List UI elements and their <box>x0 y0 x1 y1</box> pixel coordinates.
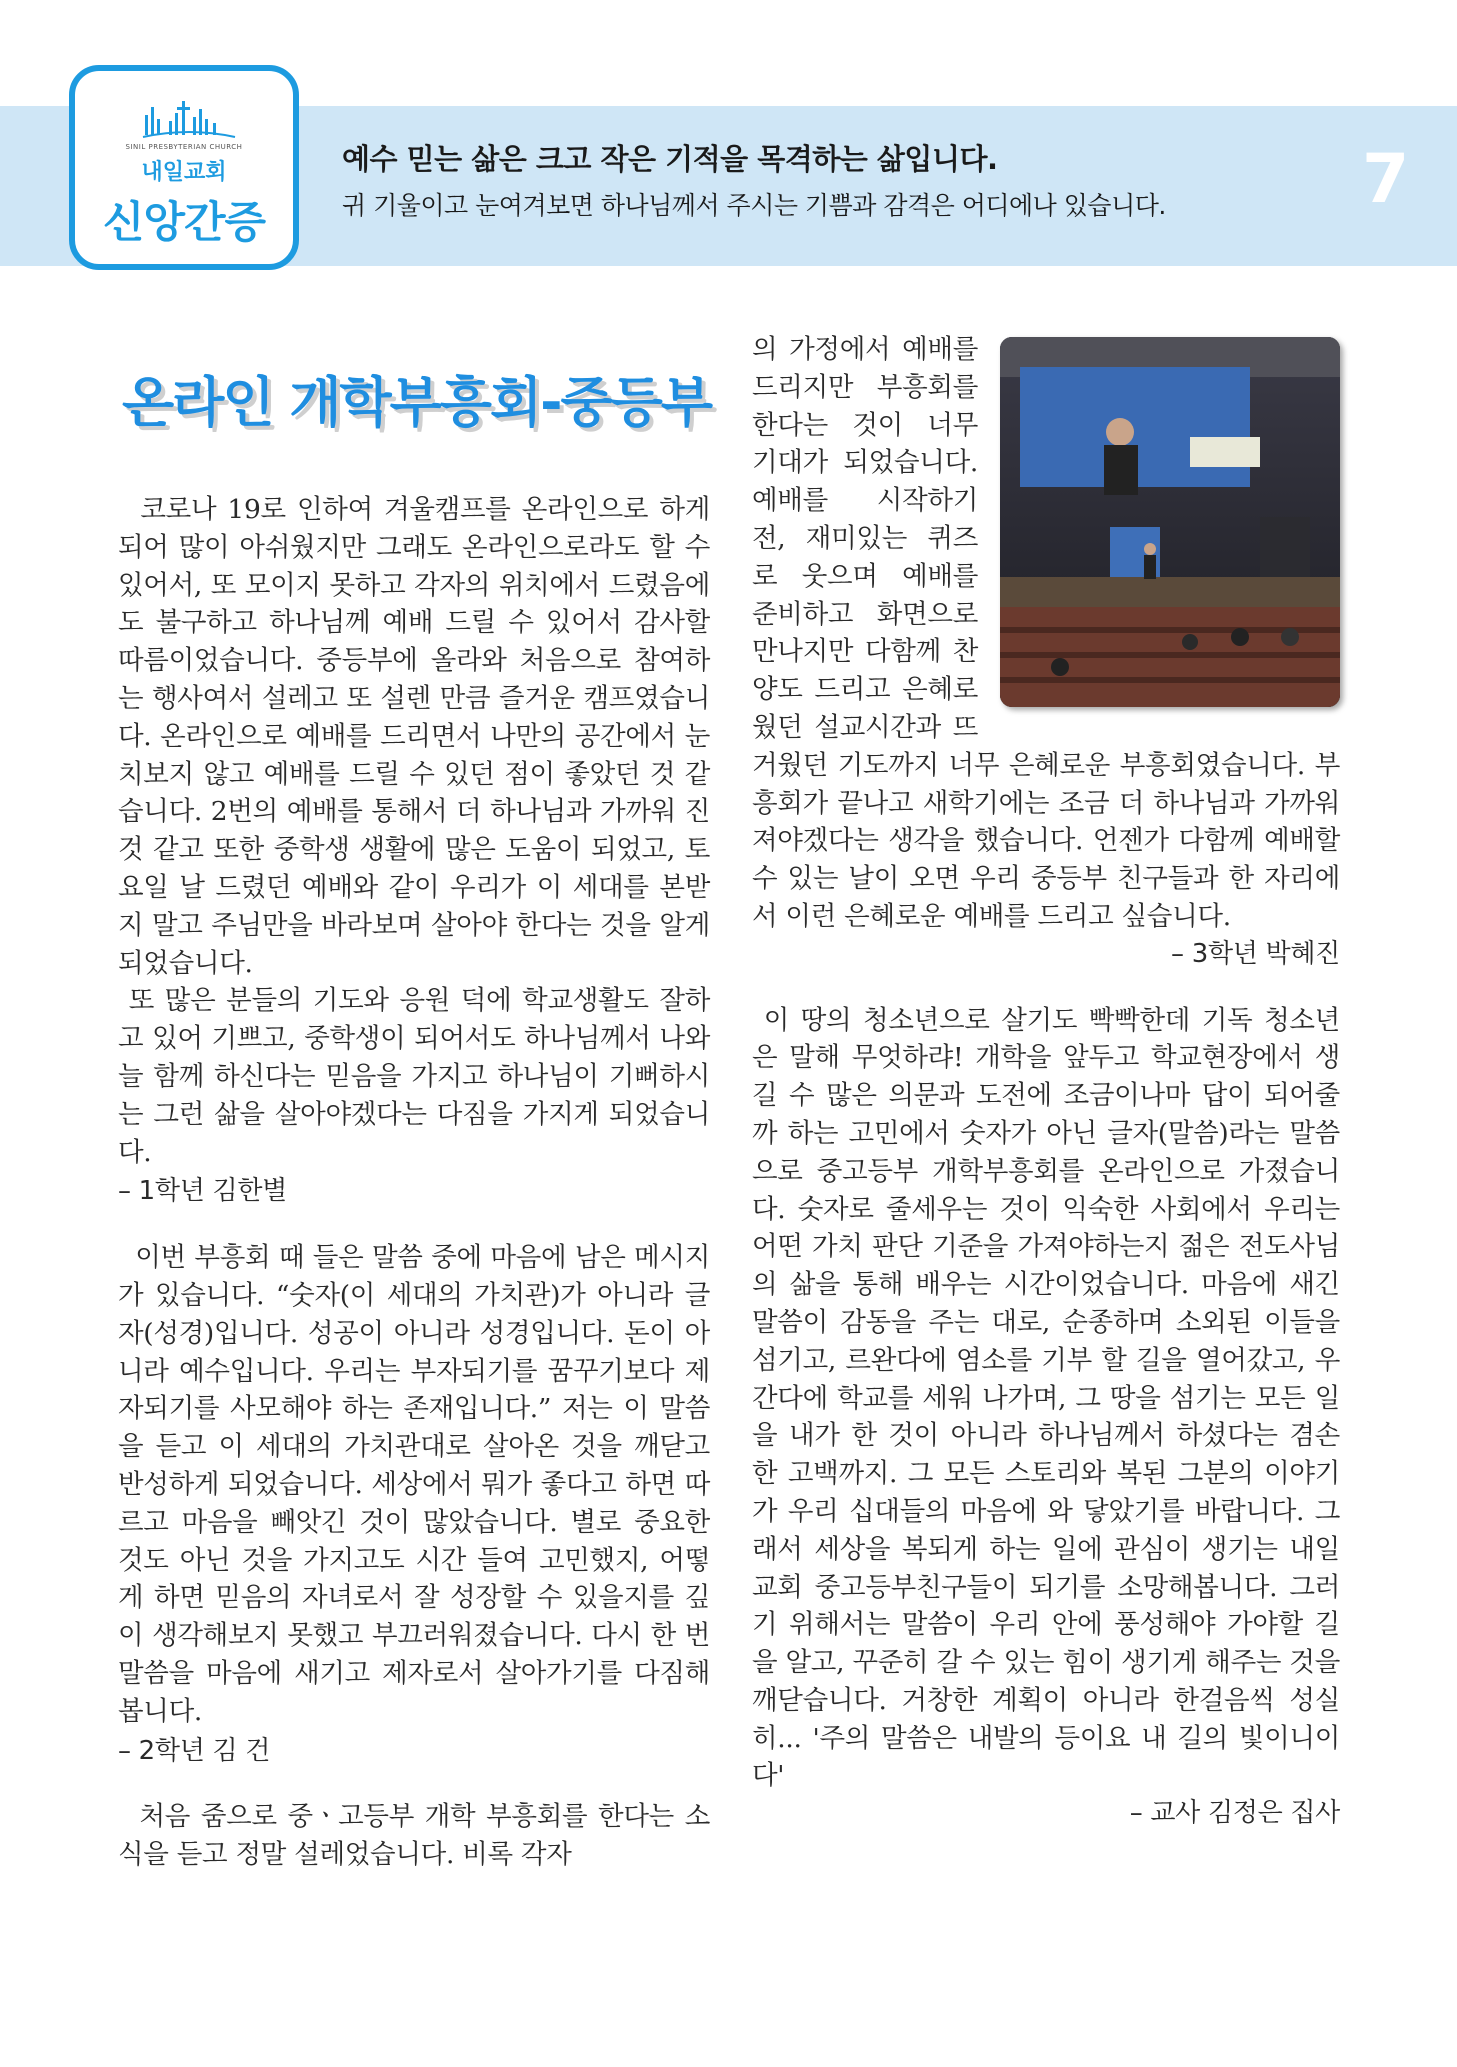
left-column <box>118 491 710 1874</box>
testimony-1-author: – 1학년 김한별 <box>118 1176 287 1207</box>
testimony-2-paragraph-1: 이번 부흥회 때 들은 말씀 중에 마음에 남은 메시지가 있습니다. “숫자(이 세대의 가치관)가 아니라 글자(성경)입니다. 성공이 아니라 성경입니다. 돈이 아니라 예수입니다. 우리는 부자되기를 꿈꾸기보다 제자되기를 사모해야 하는 존재입니다.” 저는 이 말씀을 듣고 이 세대의 가치관대로 살아온 것을 깨닫고 반성하게 되었습니다. 세상에서 뭐가 좋다고 하면 따르고 마음을 빼앗긴 것이 많았습니다. 별로 중요한 것도 아닌 것을 가지고도 시간 들여 고민했지, 어떻게 하면 믿음의 자녀로서 잘 성장할 수 있을지를 깊이 생각해보지 못했고 부끄러워졌습니다. 다시 한 번 말씀을 마음에 새기고 제자로서 살아가기를 다짐해봅니다. <box>118 1242 710 1727</box>
church-name: 내일교회 <box>141 160 227 185</box>
testimony-3-author: – 3학년 박혜진 <box>1171 938 1340 969</box>
testimony-3-paragraph-1-start: 처음 줌으로 중ㆍ고등부 개학 부흥회를 한다는 소식을 듣고 정말 설레었습니다. 비록 각자 <box>118 1801 710 1871</box>
header-headline: 예수 믿는 삶은 크고 작은 기적을 목격하는 삶입니다. <box>342 142 998 176</box>
header-subline: 귀 기울이고 눈여겨보면 하나님께서 주시는 기쁨과 감격은 어디에나 있습니다. <box>342 191 1166 220</box>
section-title: 신앙간증 <box>102 198 266 248</box>
testimony-2-author: – 2학년 김 건 <box>118 1735 271 1766</box>
church-skyline-icon <box>141 97 237 141</box>
right-column <box>752 331 1340 1833</box>
testimony-4-paragraph-1: 이 땅의 청소년으로 살기도 빡빡한데 기독 청소년은 말해 무엇하랴! 개학을 앞두고 학교현장에서 생길 수 많은 의문과 도전에 조금이나마 답이 되어줄까 하는 고민에서 숫자가 아닌 글자(말씀)라는 말씀으로 중고등부 개학부흥회를 온라인으로 가졌습니다. 숫자로 줄세우는 것이 익숙한 사회에서 우리는 어떤 가치 판단 기준을 가져야하는지 젊은 전도사님의 삶을 통해 배우는 시간이었습니다. 마음에 새긴 말씀이 감동을 주는 대로, 순종하며 소외된 이들을 섬기고, 르완다에 염소를 기부 할 길을 열어갔고, 우간다에 학교를 세워 나가며, 그 땅을 섬기는 모든 일을 내가 한 것이 아니라 하나님께서 하셨다는 겸손한 고백까지. 그 모든 스토리와 복된 그분의 이야기가 우리 십대들의 마음에 와 닿았기를 바랍니다. 그래서 세상을 복되게 하는 일에 관심이 생기는 내일교회 중고등부친구들이 되기를 소망해봅니다. 그러기 위해서는 말씀이 우리 안에 풍성해야 가야할 길을 알고, 꾸준히 갈 수 있는 힘이 생기게 해주는 것을 깨닫습니다. 거창한 계획이 아니라 한걸음씩 성실히... '주의 말씀은 내발의 등이요 내 길의 빛이니이다' <box>752 1004 1341 1792</box>
testimony-4-author: – 교사 김정은 집사 <box>1129 1798 1340 1829</box>
worship-stage-photo <box>1000 337 1340 707</box>
church-english-name: SINIL PRESBYTERIAN CHURCH <box>125 143 243 151</box>
section-logo-box <box>69 65 299 270</box>
testimony-3-paragraph-1-continued: 의 가정에서 예배를 드리지만 부흥회를 한다는 것이 너무 기대가 되었습니다. 예배를 시작하기 전, 재미있는 퀴즈로 웃으며 예배를 준비하고 화면으로 만나지만 다함께 찬양도 드리고 은혜로웠던 설교시간과 뜨거웠던 기도까지 너무 은혜로운 부흥회였습니다. 부흥회가 끝나고 새학기에는 조금 더 하나님과 가까워져야겠다는 생각을 했습니다. 언젠가 다함께 예배할 수 있는 날이 오면 우리 중등부 친구들과 한 자리에서 이런 은혜로운 예배를 드리고 싶습니다. <box>752 334 1340 932</box>
testimony-1-paragraph-2: 또 많은 분들의 기도와 응원 덕에 학교생활도 잘하고 있어 기쁘고, 중학생이 되어서도 하나님께서 나와 늘 함께 하신다는 믿음을 가지고 하나님이 기뻐하시는 그런 삶을 살아야겠다는 다짐을 가지게 되었습니다. <box>118 985 710 1168</box>
testimony-1-paragraph-1: 코로나 19로 인하여 겨울캠프를 온라인으로 하게 되어 많이 아쉬웠지만 그래도 온라인으로라도 할 수 있어서, 또 모이지 못하고 각자의 위치에서 드렸음에도 불구하고 하나님께 예배 드릴 수 있어서 감사할 따름이었습니다. 중등부에 올라와 처음으로 참여하는 행사여서 설레고 또 설렌 만큼 즐거운 캠프였습니다. 온라인으로 예배를 드리면서 나만의 공간에서 눈치보지 않고 예배를 드릴 수 있던 점이 좋았던 것 같습니다. 2번의 예배를 통해서 더 하나님과 가까워 진 것 같고 또한 중학생 생활에 많은 도움이 되었고, 토요일 날 드렸던 예배와 같이 우리가 이 세대를 본받지 말고 주님만을 바라보며 살아야 한다는 것을 알게 되었습니다. <box>118 494 710 979</box>
page-number: 7 <box>1362 140 1410 219</box>
article-title: 온라인 개학부흥회-중등부 <box>122 371 712 434</box>
worship-stage-illustration <box>1000 337 1340 707</box>
